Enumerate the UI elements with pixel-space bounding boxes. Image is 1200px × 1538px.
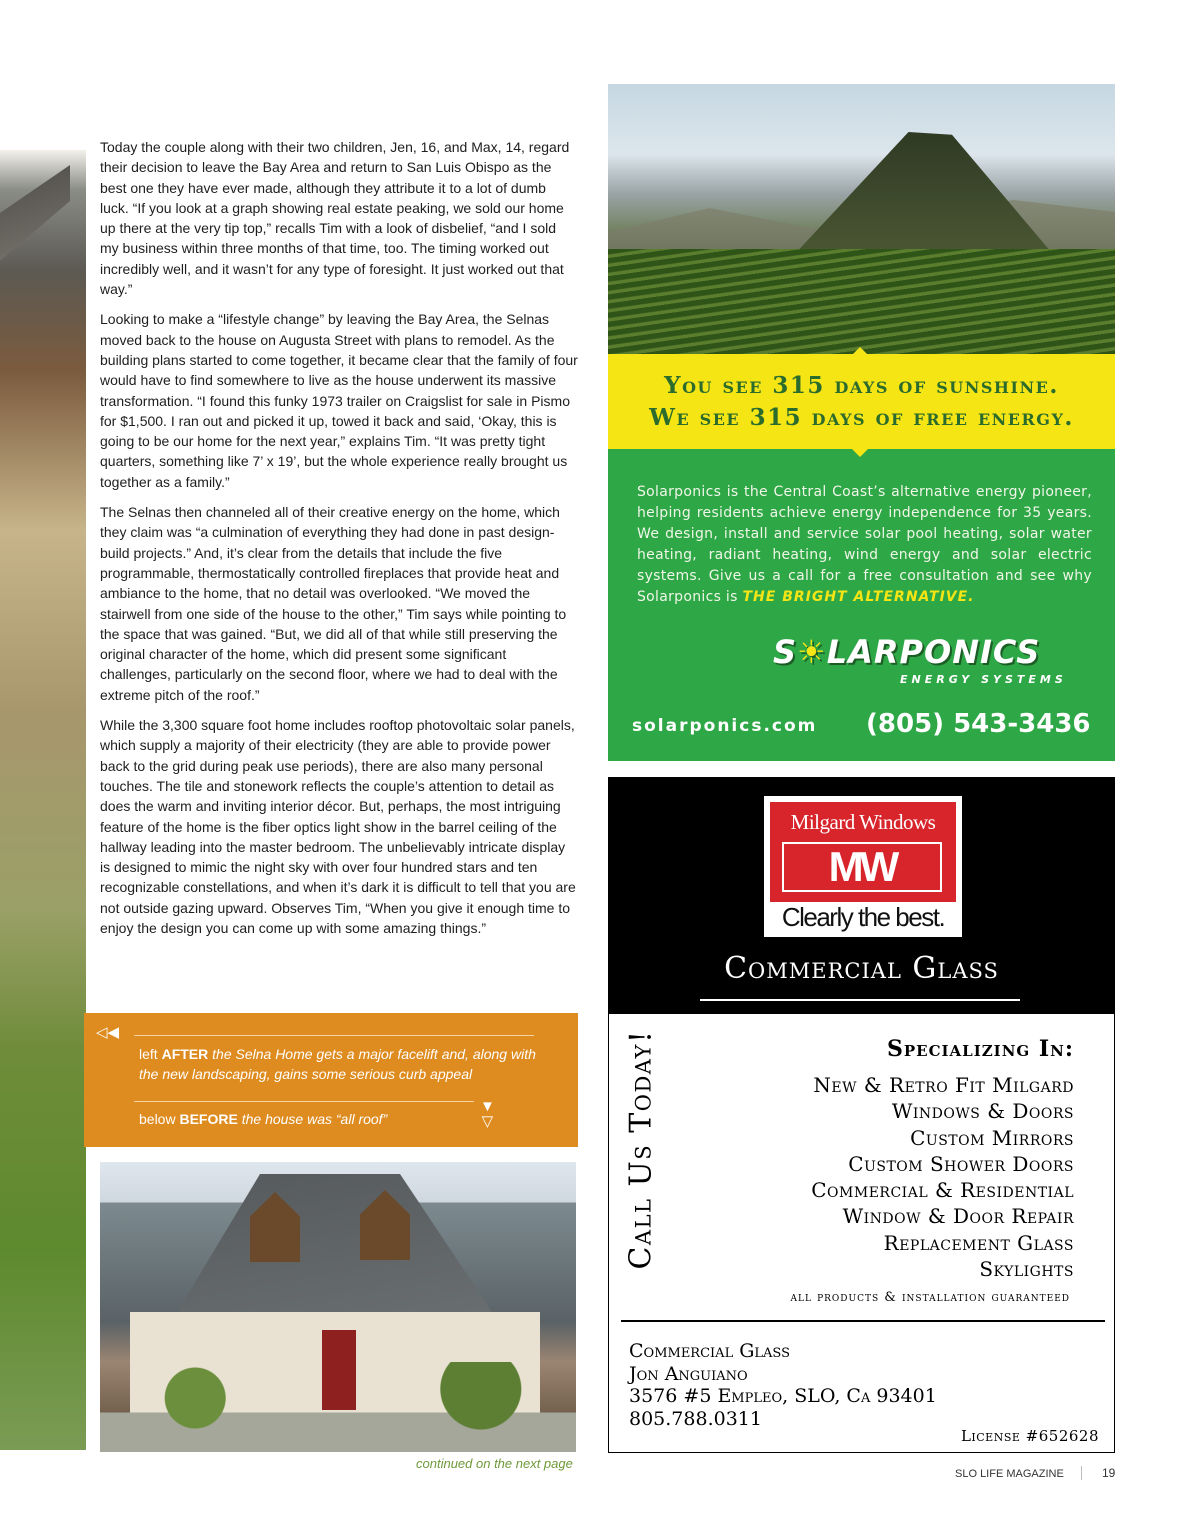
contact-person: Jon Anguiano bbox=[629, 1362, 748, 1385]
contact-phone: 805.788.0311 bbox=[629, 1407, 762, 1430]
specializing-heading: Specializing In: bbox=[886, 1036, 1074, 1062]
caption-after bbox=[139, 1044, 559, 1084]
caption-left-arrow-icon: ◁◀ bbox=[96, 1024, 120, 1041]
contact-company: Commercial Glass bbox=[629, 1340, 791, 1362]
caption-after-prefix: left bbox=[139, 1046, 158, 1062]
solar-website-link[interactable]: solarponics.com bbox=[632, 716, 818, 736]
logo-subtitle: ENERGY SYSTEMS bbox=[900, 673, 1067, 686]
article-paragraph: Today the couple along with their two children, Jen, 16, and Max, 14, regard their decision to leave the Bay Area and return to San Luis Obispo as the best one they have ever made, although they attribute it to a lot of dumb luck. “If you look at a graph showing real estate peaking, we sold our home up there at the very tip top,” recalls Tim with a look of disbelief, “and I sold my business within three months of that time, too. The timing worked out incredibly well, and it wasn’t for any type of foresight. It just worked out that way.” bbox=[100, 139, 570, 298]
continued-note: continued on the next page bbox=[416, 1456, 573, 1471]
solar-description: Solarponics is the Central Coast’s alternative energy pioneer, helping residents achieve energy independence for 35 years. We design, install and service solar pool heating, solar water heating, radiant heating, wind energy and solar electric systems. Give us a call for a free consultation and see why Solarponics is bbox=[637, 484, 1092, 605]
services-list bbox=[811, 1072, 1074, 1282]
guarantee-note: all products & installation guaranteed bbox=[790, 1290, 1070, 1305]
caption-before bbox=[139, 1109, 479, 1129]
solar-tagline: THE BRIGHT ALTERNATIVE. bbox=[742, 589, 975, 605]
contact-block bbox=[629, 1340, 937, 1430]
milgard-logo bbox=[764, 796, 962, 937]
service-item: Skylights bbox=[979, 1257, 1074, 1282]
article-paragraph: While the 3,300 square foot home includes rooftop photovoltaic solar panels, which supply a majority of their electricity (they are able to provide power back to the grid during peak use periods), there are also many personal touches. The tile and stonework reflects the couple’s attention to detail as does the warm and inviting interior décor. But, perhaps, the most intriguing feature of the home is the fiber optics light show in the barrel ceiling of the hallway leading into the master bedroom. The unbelievably intricate display is designed to mimic the night sky with over four hundred stars and ten recognizable constellations, and when it’s dark it is difficult to tell that you are not outside gazing upward. Observes Tim, “When you give it enough time to enjoy the design you can come up with some amazing things.” bbox=[100, 717, 576, 936]
vineyard-rows bbox=[608, 249, 1115, 356]
logo-letter: S bbox=[773, 633, 798, 671]
before-landscaping bbox=[100, 1362, 576, 1452]
title-underline bbox=[700, 999, 1020, 1001]
solarponics-ad bbox=[608, 84, 1115, 761]
milgard-brand: Milgard Windows bbox=[790, 810, 936, 834]
article-body bbox=[100, 137, 578, 948]
call-us-today: Call Us Today! bbox=[623, 1029, 659, 1270]
solar-phone-number: (805) 543-3436 bbox=[866, 709, 1091, 739]
caption-down-arrow-icon: ▼ ▽ bbox=[480, 1098, 495, 1130]
vineyard-photo bbox=[608, 84, 1115, 356]
service-item: Commercial & Residential bbox=[811, 1178, 1074, 1203]
headline-line: We see 315 days of free energy. bbox=[649, 404, 1074, 431]
headline-line: You see 315 days of sunshine. bbox=[664, 372, 1059, 399]
service-item: Custom Shower Doors bbox=[848, 1151, 1074, 1176]
solar-body-text bbox=[637, 482, 1092, 608]
service-item: New & Retro Fit Milgard bbox=[813, 1073, 1074, 1097]
caption-before-text: the house was “all roof” bbox=[241, 1111, 388, 1127]
caption-before-label: BEFORE bbox=[179, 1111, 238, 1127]
caption-after-label: AFTER bbox=[161, 1046, 209, 1062]
page-number: 19 bbox=[1102, 1466, 1116, 1480]
solar-headline bbox=[608, 370, 1115, 434]
commercial-glass-header bbox=[608, 777, 1115, 1014]
milgard-slogan: Clearly the best. bbox=[781, 902, 945, 932]
contact-divider bbox=[621, 1320, 1105, 1322]
service-item: Windows & Doors bbox=[891, 1099, 1074, 1124]
service-item: Custom Mirrors bbox=[910, 1125, 1074, 1150]
sun-icon: ☀ bbox=[797, 633, 827, 671]
photo-caption-box bbox=[84, 1013, 578, 1147]
logo-wordmark: LARPONICS bbox=[826, 633, 1041, 671]
milgard-mark-icon: MW bbox=[782, 842, 942, 892]
milgard-logo-red bbox=[770, 802, 956, 902]
solarponics-logo bbox=[773, 633, 1040, 671]
banner-notch bbox=[852, 449, 868, 457]
magazine-name: SLO LIFE MAGAZINE bbox=[955, 1468, 1064, 1480]
caption-divider bbox=[134, 1101, 474, 1102]
commercial-glass-title: Commercial Glass bbox=[724, 951, 999, 986]
caption-divider bbox=[134, 1035, 534, 1036]
license-number: License #652628 bbox=[960, 1427, 1099, 1445]
after-house-photo bbox=[0, 150, 86, 1450]
commercial-glass-body bbox=[608, 1014, 1115, 1453]
service-item: Window & Door Repair bbox=[842, 1204, 1074, 1229]
article-paragraph: Looking to make a “lifestyle change” by leaving the Bay Area, the Selnas moved back to the house on Augusta Street with plans to remodel. As the building plans started to come together, it became clear that the family of four would have to find somewhere to live as the house underwent its massive transformation. “I found this funky 1973 trailer on Craigslist for sale in Pismo for $1,500. I ran out and picked it up, towed it back and said, ‘Okay, this is going to be our home for the next year,” explains Tim. “It was pretty tight quarters, something like 7’ x 19’, but the whole experience really brought us together as a family.” bbox=[100, 311, 578, 490]
before-house-photo bbox=[100, 1162, 576, 1452]
caption-before-prefix: below bbox=[139, 1111, 176, 1127]
service-item: Replacement Glass bbox=[883, 1230, 1074, 1255]
caption-after-text: the Selna Home gets a major facelift and, along with the new landscaping, gains some serious curb appeal bbox=[139, 1046, 536, 1082]
folio-divider bbox=[1081, 1466, 1082, 1480]
contact-address: 3576 #5 Empleo, SLO, Ca 93401 bbox=[629, 1385, 937, 1407]
article-paragraph: The Selnas then channeled all of their creative energy on the home, which they claim was “a culmination of everything they had done in past design-build projects.” And, it’s clear from the details that include the five programmable, thermostatically controlled fireplaces that provide heat and ambiance to the home, that no detail was overlooked. “We moved the stairwell from one side of the house to the other,” Tim says while pointing to the space that was gained. “But, we did all of that while still preserving the original character of the home, which did present some significant challenges, particularly on the second floor, where we had to deal with the extreme pitch of the roof.” bbox=[100, 504, 567, 703]
